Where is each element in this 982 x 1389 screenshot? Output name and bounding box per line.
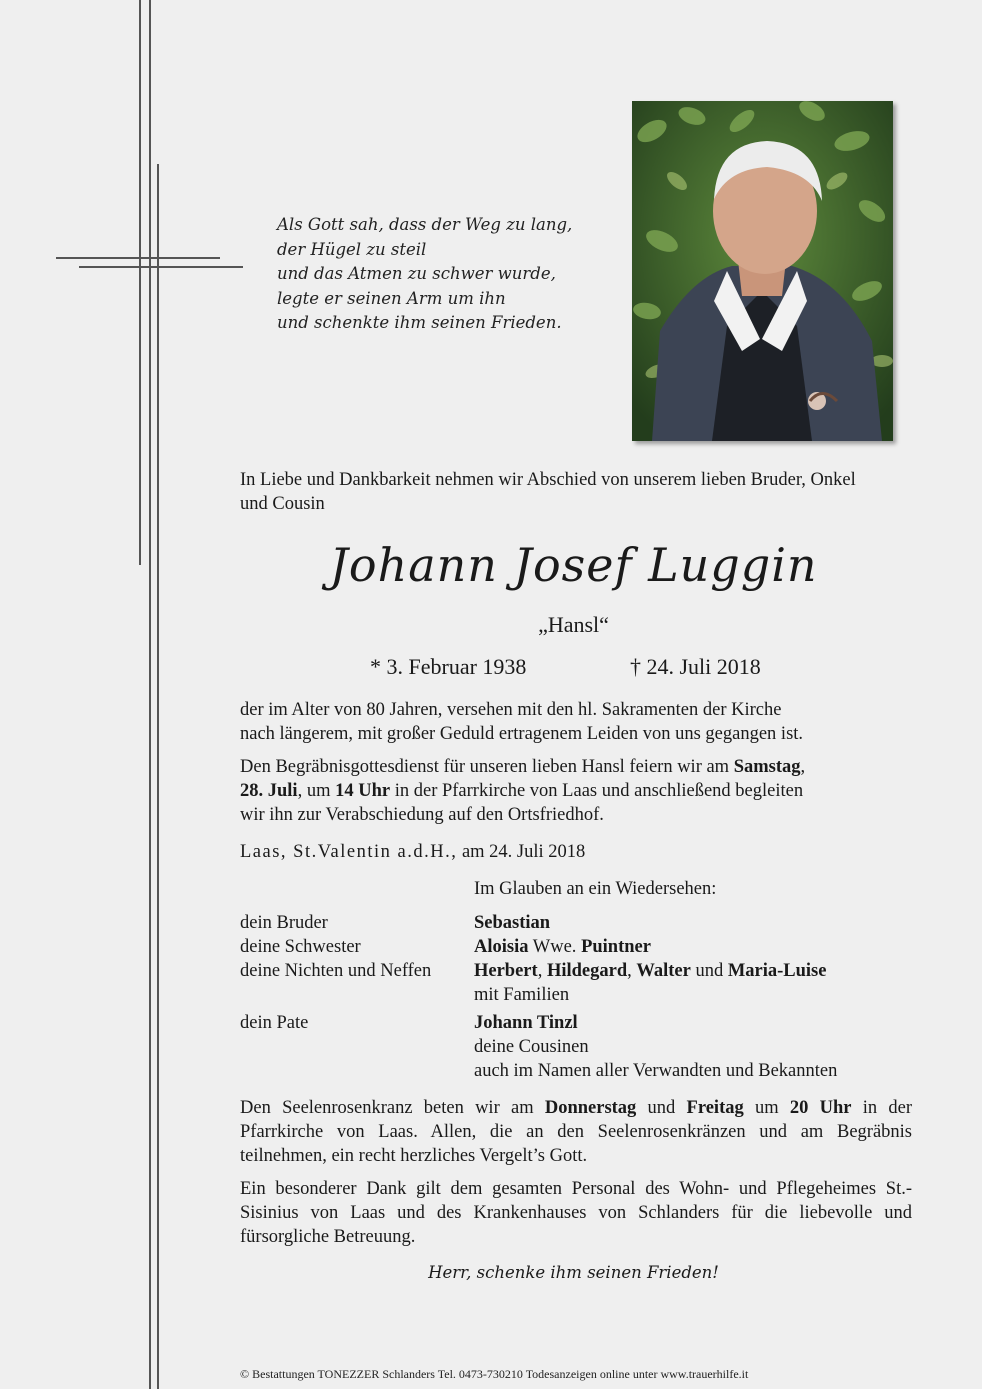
footer-credit: © Bestattungen TONEZZER Schlanders Tel. 0473-730210 Todesanzeigen online unter www.trauerhilfe.it (240, 1367, 749, 1381)
paragraph-line: der im Alter von 80 Jahren, versehen mit den hl. Sakramenten der Kirche (240, 700, 782, 720)
funeral-day: Samstag (733, 757, 801, 777)
notice-date: am 24. Juli 2018 (461, 842, 586, 862)
place-and-date (240, 840, 585, 864)
deceased-nickname: „Hansl“ (538, 612, 609, 637)
rosary-day: Freitag (686, 1098, 744, 1118)
intro-line: und Cousin (240, 494, 325, 514)
relative-name (474, 959, 826, 983)
sister-first-name: Aloisia (474, 937, 529, 957)
brother-name: Sebastian (474, 913, 551, 933)
deceased-name: Johann Josef Luggin (329, 538, 818, 592)
cross-line-vertical-right (157, 164, 159, 1389)
niece-name: Hildegard (546, 961, 628, 981)
niece-name: Walter (636, 961, 691, 981)
paragraph-text: wir ihn zur Verabschiedung auf den Ortsfriedhof. (240, 805, 604, 825)
relative-name (474, 935, 651, 959)
paragraph-text: , um (297, 781, 336, 801)
rosary-day: Donnerstag (544, 1098, 637, 1118)
cross-line-vertical-left (139, 0, 141, 565)
paragraph-text: Den Begräbnisgottesdienst für unseren lieben Hansl feiern wir am (240, 757, 734, 777)
relative-label: dein Bruder (240, 913, 328, 933)
cross-line-horizontal-bottom (79, 266, 243, 268)
intro-text (240, 468, 920, 516)
birth-date: * 3. Februar 1938 (370, 654, 527, 679)
rosary-paragraph (240, 1096, 912, 1168)
relative-name (474, 911, 550, 935)
poem-line: legte er seinen Arm um ihn (277, 288, 506, 308)
funeral-date: 28. Juli (240, 781, 298, 801)
cross-line-vertical-center (149, 0, 151, 1389)
paragraph-text: Den Seelenrosenkranz beten wir am (240, 1098, 545, 1118)
poem-line: und schenkte ihm seinen Frieden. (277, 313, 562, 333)
cross-line-horizontal-top (56, 257, 220, 259)
separator: und (690, 961, 728, 981)
relative-text: Wwe. (528, 937, 582, 957)
relatives-heading: Im Glauben an ein Wiedersehen: (474, 879, 717, 899)
niece-name: Herbert (474, 961, 538, 981)
thanks-paragraph: Ein besonderer Dank gilt dem gesamten Personal des Wohn- und Pflegeheimes St.-Sisinius von Laas und des Krankenhauses von Schlanders für die liebevolle und fürsorgliche Betreuung. (240, 1179, 912, 1247)
rosary-time: 20 Uhr (789, 1098, 852, 1118)
sister-last-name: Puintner (581, 937, 651, 957)
memorial-poem (277, 213, 607, 336)
separator: , (537, 961, 547, 981)
closing-prayer: Herr, schenke ihm seinen Frieden! (428, 1263, 719, 1282)
poem-line: und das Atmen zu schwer wurde, (277, 264, 556, 284)
poem-line: Als Gott sah, dass der Weg zu lang, (277, 215, 573, 234)
paragraph-text: in der Pfarrkirche von Laas und anschließend begleiten (390, 781, 804, 801)
relative-label: deine Nichten und Neffen (240, 961, 432, 981)
relative-label: deine Schwester (240, 937, 361, 957)
paragraph-line: nach längerem, mit großer Geduld ertragenem Leiden von uns gegangen ist. (240, 724, 804, 744)
separator: , (627, 961, 637, 981)
death-date: † 24. Juli 2018 (630, 654, 761, 679)
deceased-portrait-photo (632, 101, 893, 441)
paragraph-text: um (743, 1098, 790, 1118)
relative-label: dein Pate (240, 1013, 309, 1033)
funeral-service-paragraph (240, 755, 920, 827)
relative-text: mit Familien (474, 985, 570, 1005)
paragraph-text: und (636, 1098, 687, 1118)
relative-text: auch im Namen aller Verwandten und Bekannten (474, 1061, 838, 1081)
relative-name (474, 1011, 578, 1035)
poem-line: der Hügel zu steil (277, 239, 427, 259)
niece-name: Maria-Luise (727, 961, 827, 981)
death-notice-paragraph (240, 698, 920, 746)
godfather-name: Johann Tinzl (474, 1013, 578, 1033)
paragraph-text: in der Pfarrkirche von Laas. Allen, die an den Seelenrosenkränzen und am Begräbnis teilnehmen, ein recht herzliches Vergelt’s Gott. (240, 1098, 912, 1166)
relative-text: deine Cousinen (474, 1037, 589, 1057)
paragraph-text: , (800, 757, 806, 777)
intro-line: In Liebe und Dankbarkeit nehmen wir Abschied von unserem lieben Bruder, Onkel (240, 470, 856, 490)
funeral-time: 14 Uhr (335, 781, 391, 801)
place: Laas, St.Valentin a.d.H., (240, 842, 458, 862)
